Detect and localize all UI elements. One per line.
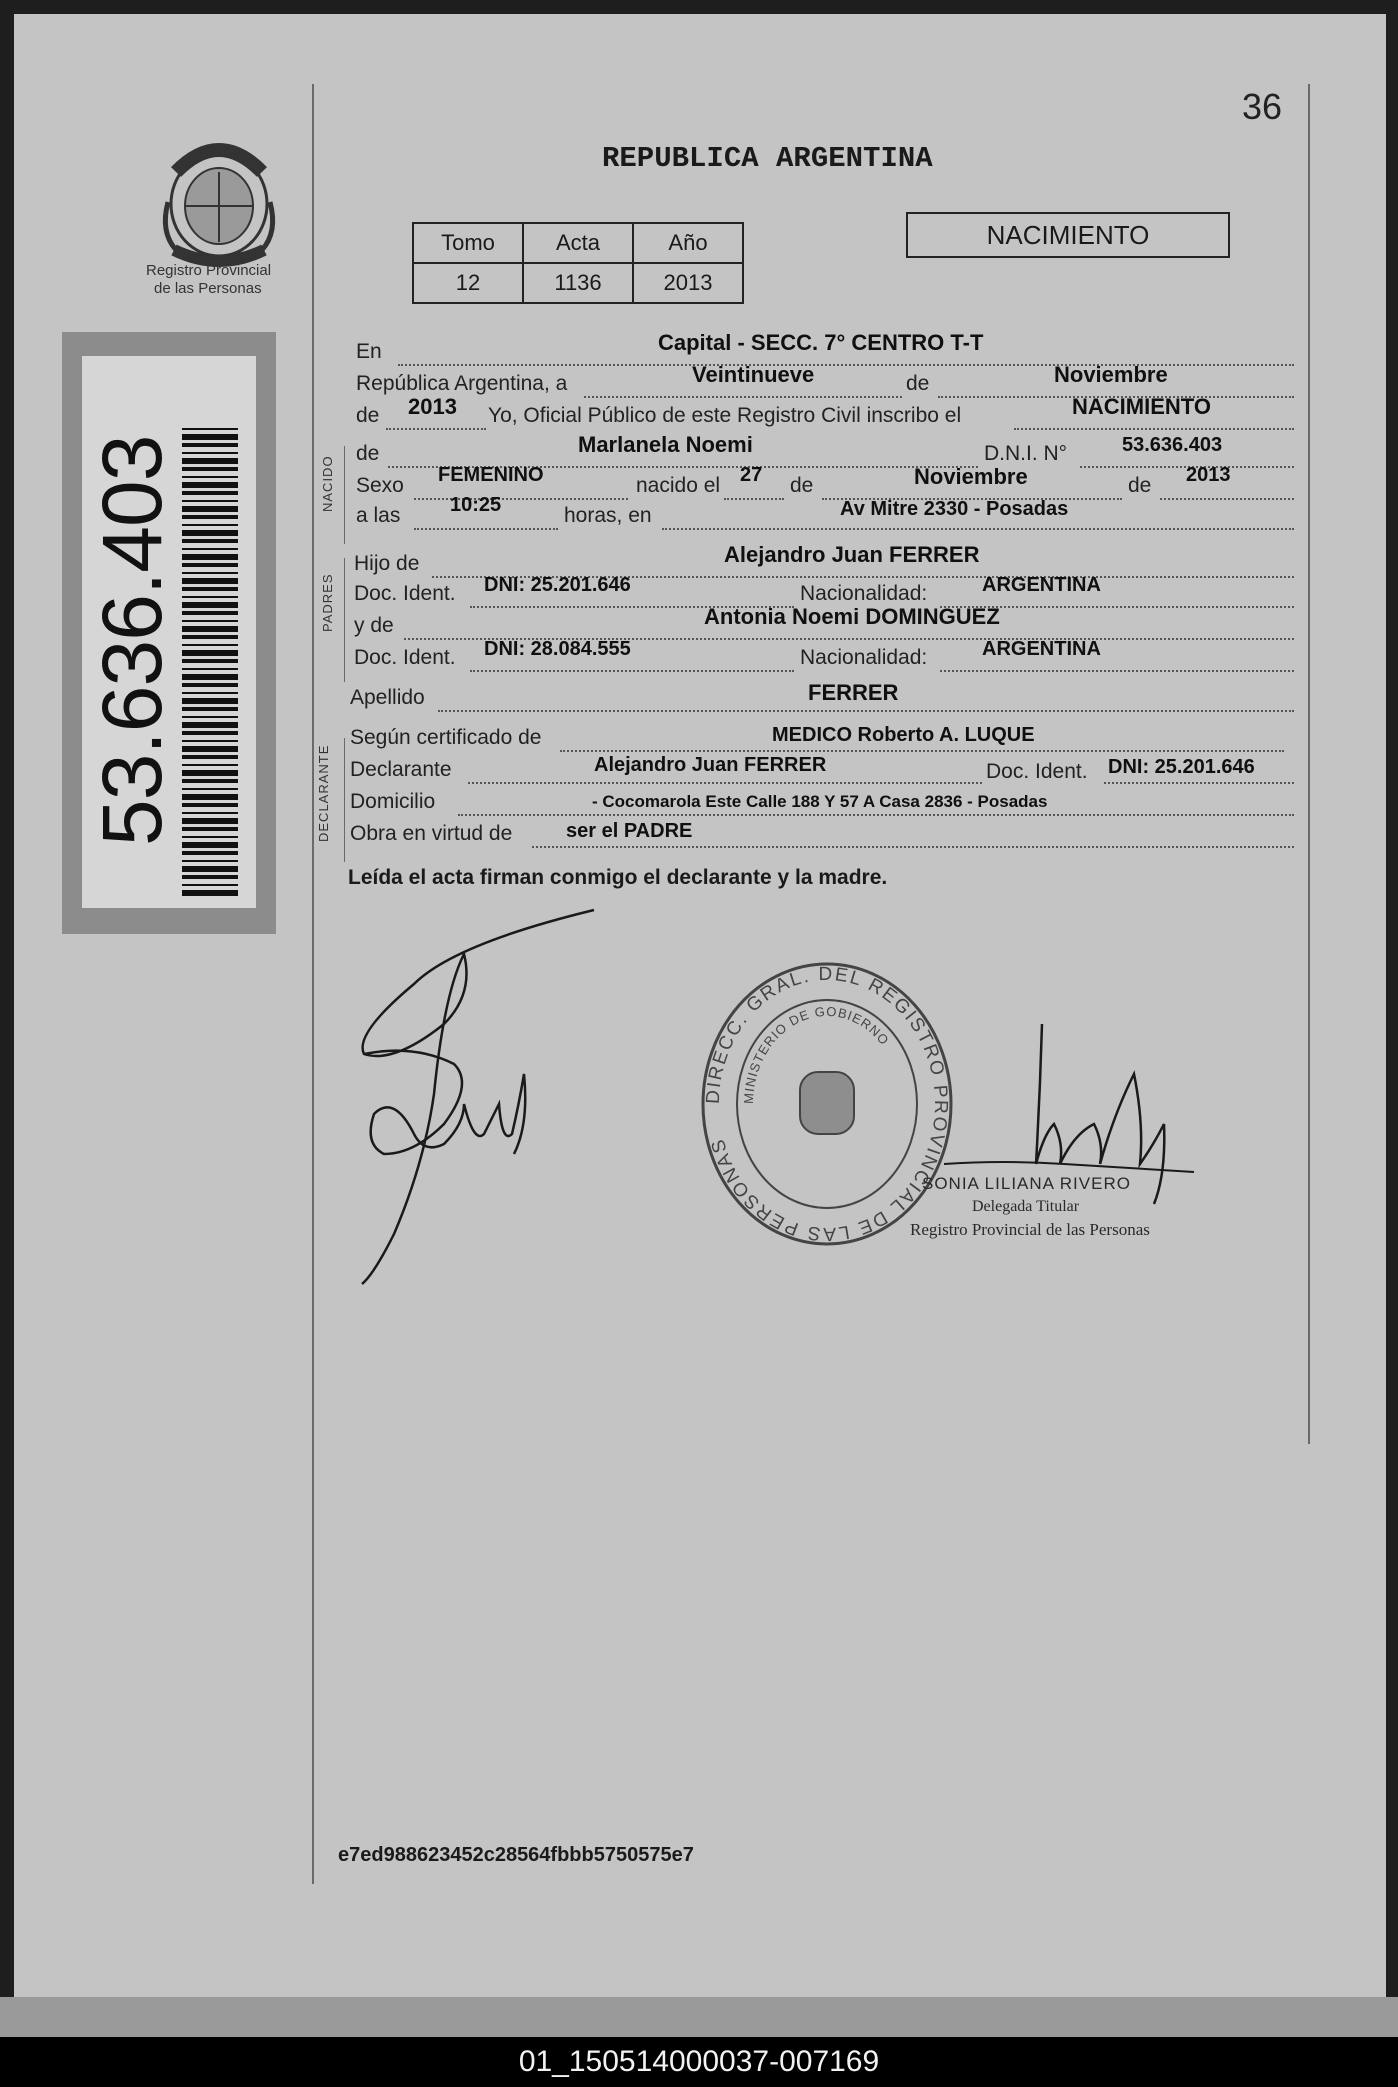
dots-anio [386, 428, 486, 430]
value-nombre: Marlanela Noemi [578, 432, 753, 457]
value-sexo: FEMENINO [438, 464, 544, 486]
dots-nac-madre [940, 670, 1294, 672]
dots-nacido-dia [724, 498, 784, 500]
value-lugar-registro: Capital - SECC. 7° CENTRO T-T [658, 330, 984, 355]
label-sexo: Sexo [356, 474, 404, 497]
dots-obra [532, 846, 1294, 848]
label-de-mes: de [906, 372, 930, 395]
label-y-de: y de [354, 614, 394, 637]
side-label-padres: PADRES [320, 573, 335, 632]
value-hora: 10:25 [450, 494, 502, 516]
label-certificado: Según certificado de [350, 726, 542, 749]
dots-doc-declarante [1104, 782, 1294, 784]
label-oficial: Yo, Oficial Público de este Registro Civil inscribo el [488, 404, 962, 427]
official-seal-icon [692, 954, 962, 1254]
section-bracket-nacido [344, 446, 345, 544]
label-dni: D.N.I. N° [984, 442, 1068, 465]
page-number: 36 [1242, 86, 1283, 127]
label-apellido: Apellido [350, 686, 425, 709]
dots-republica-dia [584, 396, 902, 398]
value-doc-padre: DNI: 25.201.646 [484, 574, 631, 596]
seal-inner-text: MINISTERIO DE GOBIERNO [740, 1003, 893, 1105]
table-value-tomo: 12 [413, 263, 523, 303]
value-apellido: FERRER [808, 680, 899, 705]
label-horas-en: horas, en [564, 504, 652, 527]
label-en: En [356, 340, 382, 363]
dots-acto [1014, 428, 1294, 430]
dots-declarante [468, 782, 982, 784]
dots-domicilio [458, 814, 1294, 816]
left-margin-line [312, 84, 314, 1884]
certificate-paper [14, 14, 1386, 1997]
value-lugar-nacimiento: Av Mitre 2330 - Posadas [840, 498, 1069, 520]
side-label-declarante: DECLARANTE [316, 744, 331, 842]
dots-nacido-anio [1160, 498, 1294, 500]
value-nac-madre: ARGENTINA [982, 638, 1101, 660]
label-nac-madre: Nacionalidad: [800, 646, 928, 669]
label-nacido-de2: de [1128, 474, 1152, 497]
dots-lugar [662, 528, 1294, 530]
document-type-box [906, 212, 1230, 258]
right-margin-line [1308, 84, 1310, 1444]
value-anio: 2013 [408, 394, 457, 419]
label-doc-madre: Doc. Ident. [354, 646, 456, 669]
barcode-number: 53.636.403 [85, 435, 179, 846]
barcode-icon [182, 426, 238, 896]
label-de-anio: de [356, 404, 380, 427]
official-title: Delegada Titular [972, 1198, 1080, 1215]
value-mes: Noviembre [1054, 362, 1168, 387]
registry-name-line2: de las Personas [154, 280, 262, 297]
document-type: NACIMIENTO [986, 220, 1150, 250]
dots-sexo [414, 498, 628, 500]
value-dni: 53.636.403 [1122, 434, 1223, 456]
official-name: SONIA LILIANA RIVERO [922, 1174, 1131, 1193]
dots-hora [414, 528, 558, 530]
registry-name-line1: Registro Provincial [146, 262, 272, 279]
value-declarante: Alejandro Juan FERRER [594, 754, 827, 776]
label-republica: República Argentina, a [356, 372, 568, 395]
dots-certificado [560, 750, 1284, 752]
table-value-anio: 2013 [633, 263, 743, 303]
section-bracket-padres [344, 558, 345, 682]
official-office: Registro Provincial de las Personas [910, 1220, 1150, 1239]
label-hijo-de: Hijo de [354, 552, 420, 575]
side-label-nacido: NACIDO [320, 455, 335, 512]
label-declarante: Declarante [350, 758, 452, 781]
table-header-acta: Acta [523, 223, 633, 263]
table-value-acta: 1136 [523, 263, 633, 303]
footer-id: 01_150514000037-007169 [518, 2045, 880, 2078]
label-nacido-el: nacido el [636, 474, 721, 497]
value-doc-madre: DNI: 28.084.555 [484, 638, 631, 660]
scan-edge [0, 1997, 1398, 2037]
closing-statement: Leída el acta firman conmigo el declarante y la madre. [348, 866, 888, 889]
value-nac-padre: ARGENTINA [982, 574, 1101, 596]
country-title: REPUBLICA ARGENTINA [602, 142, 933, 175]
label-domicilio: Domicilio [350, 790, 436, 813]
label-nombre: de [356, 442, 380, 465]
table-header-anio: Año [633, 223, 743, 263]
value-obra: ser el PADRE [566, 820, 693, 842]
misiones-coat-of-arms-icon [154, 132, 284, 272]
value-acto: NACIMIENTO [1072, 394, 1211, 419]
value-dia: Veintinueve [692, 362, 815, 387]
dots-apellido [438, 710, 1294, 712]
registry-table [412, 222, 744, 304]
label-a-las: a las [356, 504, 401, 527]
section-bracket-declarante [344, 738, 345, 862]
value-nacido-dia: 27 [740, 464, 763, 486]
table-header-tomo: Tomo [413, 223, 523, 263]
value-nacido-mes: Noviembre [914, 464, 1028, 489]
label-nacido-de: de [790, 474, 814, 497]
label-doc-declarante: Doc. Ident. [986, 760, 1088, 783]
label-nac-padre: Nacionalidad: [800, 582, 928, 605]
label-obra: Obra en virtud de [350, 822, 513, 845]
dots-doc-madre [470, 670, 794, 672]
value-madre: Antonia Noemi DOMINGUEZ [704, 604, 1000, 629]
footer-bar [0, 2037, 1398, 2087]
declarant-signature-icon [334, 904, 614, 1304]
value-domicilio: - Cocomarola Este Calle 188 Y 57 A Casa 2836 - Posadas [592, 792, 1048, 811]
document-hash: e7ed988623452c28564fbbb5750575e7 [338, 1844, 694, 1866]
value-doc-declarante: DNI: 25.201.646 [1108, 756, 1255, 778]
seal-outer-text: DIRECC. GRAL. DEL REGISTRO PROVINCIAL DE LAS PERSONAS [702, 963, 952, 1245]
label-doc-padre: Doc. Ident. [354, 582, 456, 605]
value-padre: Alejandro Juan FERRER [724, 542, 980, 567]
value-nacido-anio: 2013 [1186, 464, 1231, 486]
value-certificado: MEDICO Roberto A. LUQUE [772, 724, 1035, 746]
